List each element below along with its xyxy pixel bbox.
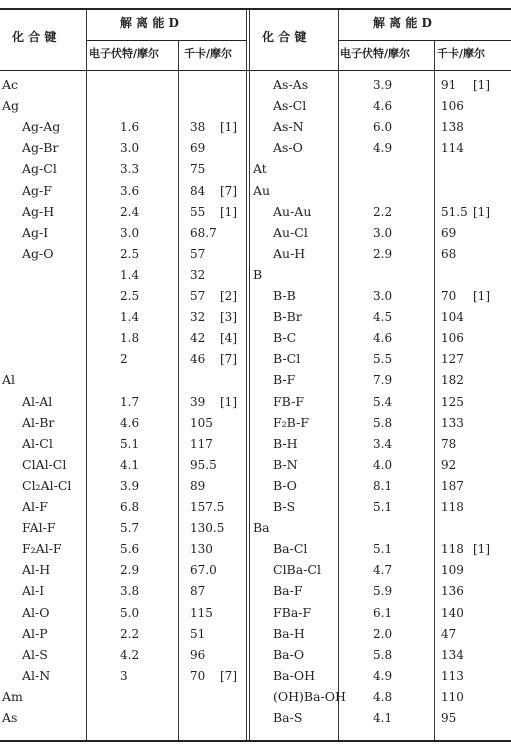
- value-ev: 4.6: [373, 331, 393, 346]
- value-kcal: 105: [190, 415, 213, 430]
- value-kcal: 87: [190, 584, 206, 599]
- value-kcal: 133: [441, 415, 464, 430]
- value-ev: 5.0: [120, 605, 140, 620]
- value-ev: 3.9: [120, 478, 140, 493]
- value-kcal: 140: [441, 605, 464, 620]
- bond-label: Al-S: [22, 646, 48, 662]
- reference-mark: [7]: [220, 352, 237, 367]
- value-ev: 3.0: [373, 225, 393, 240]
- value-kcal: 104: [441, 310, 464, 325]
- header-energy-right: 解 离 能 D: [373, 16, 432, 30]
- value-ev: 4.9: [373, 141, 393, 156]
- divider-right-bond: [338, 10, 339, 740]
- value-ev: 4.9: [373, 668, 393, 683]
- value-ev: 1.4: [120, 310, 140, 325]
- header-bond-right: 化 合 键: [262, 30, 307, 44]
- bond-label: Ag-H: [22, 203, 55, 219]
- value-ev: 2.9: [120, 563, 140, 578]
- bond-label: Ag-I: [22, 224, 49, 240]
- bond-label: FAl-F: [22, 520, 56, 536]
- bond-label: Ag-Br: [22, 140, 59, 156]
- value-ev: 3.3: [120, 162, 140, 177]
- value-kcal: 46: [190, 352, 206, 367]
- value-ev: 2.0: [373, 626, 393, 641]
- element-group-label: Am: [2, 688, 23, 704]
- element-group-label: Ac: [2, 77, 19, 92]
- bond-label: ClAl-Cl: [22, 456, 67, 472]
- value-ev: 2.2: [373, 204, 393, 219]
- bond-label: B-N: [273, 456, 298, 472]
- value-kcal: 106: [441, 99, 464, 114]
- value-kcal: 138: [441, 120, 464, 135]
- value-kcal: 95: [441, 711, 457, 725]
- header-mid-rule-left: [86, 40, 246, 41]
- value-kcal: 113: [441, 668, 464, 683]
- element-group-label: B: [253, 266, 263, 282]
- value-kcal: 47: [441, 626, 457, 641]
- value-kcal: 69: [441, 225, 457, 240]
- value-kcal: 51: [190, 626, 206, 641]
- value-ev: 7.9: [373, 373, 393, 388]
- header-bond-left: 化 合 键: [12, 30, 57, 44]
- value-ev: 2.5: [120, 289, 140, 303]
- bond-label: ClBa-Cl: [273, 562, 321, 578]
- bond-label: Al-Cl: [22, 435, 53, 451]
- value-ev: 2.9: [373, 246, 393, 261]
- value-ev: 3.0: [373, 289, 393, 303]
- value-ev: 8.1: [373, 478, 393, 493]
- value-kcal: 57: [190, 289, 206, 303]
- bond-label: B-S: [273, 499, 296, 514]
- bond-label: Ba-Cl: [273, 541, 308, 557]
- bond-label: As-As: [273, 77, 309, 92]
- value-kcal: 92: [441, 457, 457, 472]
- bond-label: Ba-S: [273, 710, 303, 725]
- divider-center-a: [246, 10, 247, 740]
- bond-label: F₂Al-F: [22, 541, 62, 557]
- bond-label: Al-F: [22, 499, 48, 514]
- reference-mark: [1]: [220, 394, 237, 409]
- value-ev: 4.8: [373, 689, 393, 704]
- reference-mark: [7]: [220, 183, 237, 198]
- value-kcal: 95.5: [190, 457, 217, 472]
- value-kcal: 130.5: [190, 521, 225, 536]
- value-kcal: 118: [441, 500, 464, 514]
- header-unit-ev-right: 电子伏特/摩尔: [340, 47, 411, 60]
- value-kcal: 134: [441, 647, 464, 662]
- bond-label: Ag-F: [22, 182, 52, 198]
- value-ev: 3.0: [120, 141, 140, 156]
- value-ev: 3.8: [120, 584, 140, 599]
- value-kcal: 117: [190, 436, 213, 451]
- bond-label: B-B: [273, 288, 296, 303]
- value-ev: 5.8: [373, 415, 393, 430]
- value-kcal: 75: [190, 162, 206, 177]
- value-ev: 5.4: [373, 394, 393, 409]
- element-group-label: As: [2, 710, 18, 725]
- element-group-label: At: [253, 161, 267, 177]
- header-mid-rule-right: [338, 40, 511, 41]
- value-ev: 1.4: [120, 267, 140, 282]
- value-kcal: 114: [441, 141, 464, 156]
- value-ev: 2: [120, 352, 128, 367]
- value-ev: 1.6: [120, 120, 140, 135]
- value-kcal: 67.0: [190, 563, 217, 578]
- value-kcal: 106: [441, 331, 464, 346]
- value-ev: 5.6: [120, 542, 140, 557]
- value-kcal: 70: [441, 289, 457, 303]
- value-kcal: 136: [441, 584, 464, 599]
- value-ev: 3.0: [120, 225, 140, 240]
- value-kcal: 110: [441, 689, 464, 704]
- value-kcal: 96: [190, 647, 206, 662]
- element-group-label: Ag: [2, 98, 20, 114]
- value-ev: 3.4: [373, 436, 393, 451]
- value-kcal: 57: [190, 246, 206, 261]
- header-energy-left: 解 离 能 D: [120, 16, 179, 30]
- value-kcal: 38: [190, 120, 206, 135]
- value-kcal: 182: [441, 373, 464, 388]
- value-ev: 5.5: [373, 352, 393, 367]
- bond-label: B-F: [273, 372, 296, 388]
- bond-label: Cl₂Al-Cl: [22, 477, 72, 493]
- value-kcal: 89: [190, 478, 206, 493]
- value-ev: 5.1: [120, 436, 140, 451]
- bond-label: FBa-F: [273, 604, 312, 620]
- value-ev: 3.6: [120, 183, 140, 198]
- bond-label: Al-P: [22, 625, 48, 641]
- element-group-label: Ba: [253, 520, 270, 536]
- value-ev: 6.1: [373, 605, 393, 620]
- bond-label: Ba-O: [273, 646, 305, 662]
- value-kcal: 187: [441, 478, 464, 493]
- bond-label: Al-H: [22, 562, 51, 578]
- header-unit-ev-left: 电子伏特/摩尔: [89, 47, 160, 60]
- bond-label: (OH)Ba-OH: [273, 688, 346, 704]
- divider-right-units: [434, 40, 435, 740]
- bottom-rule: [0, 740, 511, 742]
- bond-label: Ag-O: [22, 245, 54, 261]
- value-ev: 5.7: [120, 521, 140, 536]
- value-kcal: 130: [190, 542, 213, 557]
- value-ev: 5.1: [373, 500, 393, 514]
- value-ev: 4.6: [373, 99, 393, 114]
- value-kcal: 125: [441, 394, 464, 409]
- value-kcal: 55: [190, 204, 206, 219]
- value-ev: 4.2: [120, 647, 140, 662]
- divider-left-units: [178, 40, 179, 740]
- divider-left-bond: [86, 10, 87, 740]
- value-kcal: 78: [441, 436, 457, 451]
- value-kcal: 157.5: [190, 500, 225, 514]
- reference-mark: [4]: [220, 331, 237, 346]
- bond-label: As-N: [273, 119, 304, 135]
- bond-label: As-O: [273, 140, 303, 156]
- reference-mark: [1]: [473, 204, 490, 219]
- value-ev: 4.6: [120, 415, 140, 430]
- value-ev: 5.1: [373, 542, 393, 557]
- bond-label: Al-Br: [22, 414, 55, 430]
- bond-label: Ag-Cl: [22, 161, 57, 177]
- value-kcal: 68.7: [190, 225, 217, 240]
- value-ev: 5.9: [373, 584, 393, 599]
- value-ev: 3: [120, 668, 128, 683]
- value-ev: 1.7: [120, 394, 140, 409]
- bond-label: Ba-OH: [273, 667, 316, 683]
- header-unit-kcal-right: 千卡/摩尔: [437, 47, 486, 60]
- value-ev: 4.0: [373, 457, 393, 472]
- bond-label: F₂B-F: [273, 414, 309, 430]
- bond-label: Ba-F: [273, 583, 303, 599]
- bond-label: B-O: [273, 477, 297, 493]
- value-kcal: 91: [441, 78, 457, 92]
- value-ev: 6.0: [373, 120, 393, 135]
- bond-label: B-H: [273, 435, 298, 451]
- top-rule: [0, 8, 511, 10]
- value-ev: 4.1: [373, 711, 393, 725]
- value-kcal: 69: [190, 141, 206, 156]
- value-ev: 2.2: [120, 626, 140, 641]
- reference-mark: [2]: [220, 289, 237, 303]
- value-kcal: 109: [441, 563, 464, 578]
- value-ev: 4.5: [373, 310, 393, 325]
- value-ev: 4.7: [373, 563, 393, 578]
- reference-mark: [1]: [473, 78, 490, 92]
- reference-mark: [7]: [220, 668, 237, 683]
- reference-mark: [1]: [473, 289, 490, 303]
- element-group-label: Al: [2, 372, 16, 388]
- reference-mark: [3]: [220, 310, 237, 325]
- bond-label: B-Br: [273, 309, 302, 325]
- value-ev: 4.1: [120, 457, 140, 472]
- value-kcal: 32: [190, 267, 206, 282]
- value-ev: 6.8: [120, 500, 140, 514]
- header-unit-kcal-left: 千卡/摩尔: [184, 47, 233, 60]
- value-kcal: 39: [190, 394, 206, 409]
- bond-label: B-Cl: [273, 351, 301, 367]
- bond-label: Ag-Ag: [22, 119, 61, 135]
- bond-label: Al-O: [22, 604, 50, 620]
- value-kcal: 68: [441, 246, 457, 261]
- value-kcal: 70: [190, 668, 206, 683]
- value-ev: 2.5: [120, 246, 140, 261]
- bond-label: As-Cl: [273, 98, 307, 114]
- value-kcal: 51.5: [441, 204, 468, 219]
- value-kcal: 115: [190, 605, 213, 620]
- value-ev: 2.4: [120, 204, 140, 219]
- value-ev: 1.8: [120, 331, 140, 346]
- value-kcal: 42: [190, 331, 206, 346]
- bond-label: FB-F: [273, 393, 304, 409]
- value-ev: 5.8: [373, 647, 393, 662]
- bond-label: Al-I: [22, 583, 45, 599]
- value-kcal: 127: [441, 352, 464, 367]
- reference-mark: [1]: [473, 542, 490, 557]
- bond-label: B-C: [273, 330, 297, 346]
- bond-label: Au-H: [273, 245, 306, 261]
- bond-label: Ba-H: [273, 625, 305, 641]
- value-ev: 3.9: [373, 78, 393, 92]
- element-group-label: Au: [253, 182, 271, 198]
- bond-label: Au-Au: [273, 203, 312, 219]
- value-kcal: 84: [190, 183, 206, 198]
- value-kcal: 118: [441, 542, 464, 557]
- reference-mark: [1]: [220, 204, 237, 219]
- value-kcal: 32: [190, 310, 206, 325]
- divider-center-b: [249, 10, 250, 740]
- bond-label: Al-N: [22, 667, 51, 683]
- bond-label: Al-Al: [22, 393, 53, 409]
- reference-mark: [1]: [220, 120, 237, 135]
- bond-label: Au-Cl: [273, 224, 308, 240]
